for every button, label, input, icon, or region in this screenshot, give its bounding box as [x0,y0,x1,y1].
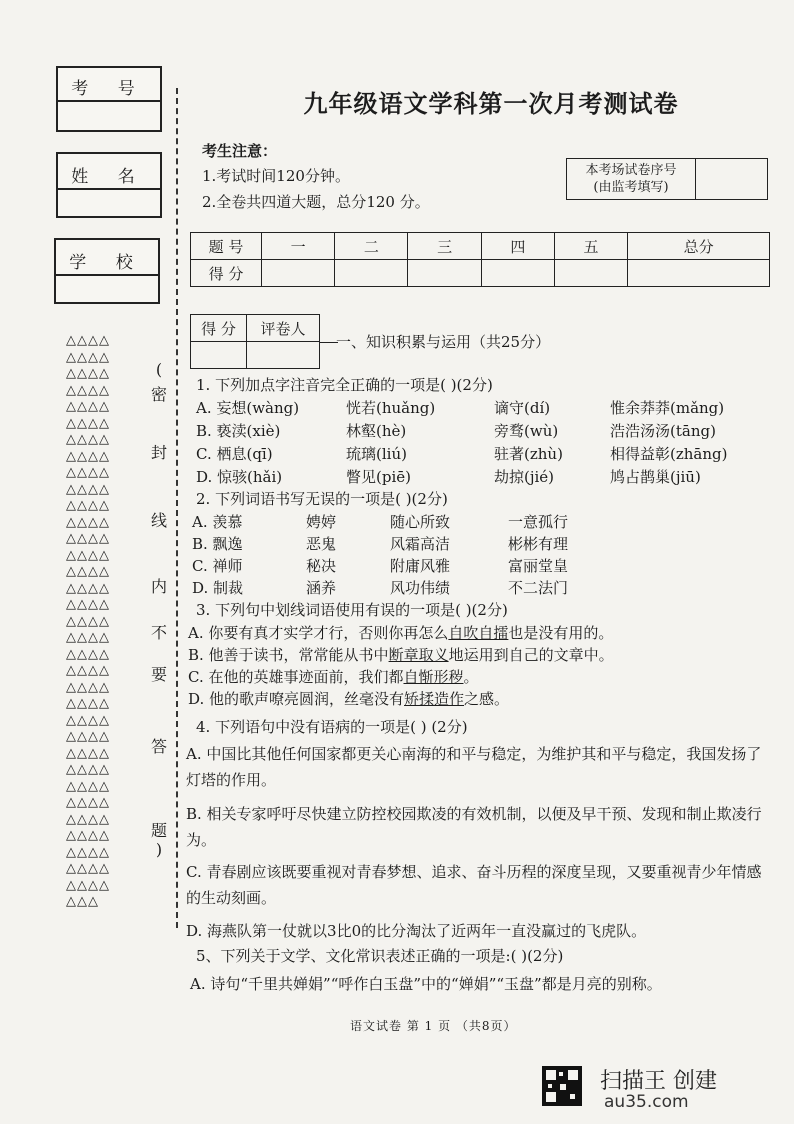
q2-a1[interactable]: A. 羡慕 [192,513,243,531]
seal-char: 内 [149,574,169,597]
exam-title: 九年级语文学科第一次月考测试卷 [303,89,679,118]
q3-c-underlined: 自惭形秽 [403,668,464,686]
exam-number-label: 考 号 [71,79,147,99]
q4-option-b[interactable]: B. 相关专家呼吁尽快建立防控校园欺凌的有效机制，以便及早干预、发现和制止欺凌行为。 [186,805,762,849]
q3-a-underlined: 自吹自擂 [448,624,509,642]
score-table-header-cell: 五 [554,233,627,260]
q1-b3[interactable]: 旁骛(wù) [494,422,559,440]
q1-d3[interactable]: 劫掠(jié) [494,468,555,486]
q1-a4[interactable]: 惟余莽莽(mǎng) [610,399,725,417]
q1-b2[interactable]: 林壑(hè) [346,422,407,440]
seal-dashed-line [176,88,178,928]
exam-serial-box [566,158,768,200]
grader-score-label: 得 分 [191,315,247,342]
q3-b-text-end: 地运用到自己的文章中。 [448,646,614,664]
q4-option-d[interactable]: D. 海燕队第一仗就以3比0的比分淘汰了近两年一直没赢过的飞虎队。 [186,922,647,940]
q1-d4[interactable]: 鸠占鹊巢(jiū) [610,468,701,486]
notice-item-2: 2.全卷共四道大题，总分120 分。 [202,193,430,211]
score-cell[interactable] [408,260,481,287]
q2-c1[interactable]: C. 禅师 [192,557,243,575]
grader-label: 评卷人 [247,315,320,342]
score-cell[interactable] [628,260,770,287]
score-cell[interactable] [481,260,554,287]
q1-c3[interactable]: 驻著(zhù) [494,445,563,463]
serial-sublabel: (由监考填写) [593,180,669,195]
q2-b4[interactable]: 彬彬有理 [508,535,569,553]
score-table-header-cell: 一 [262,233,335,260]
q3-option-b[interactable] [188,644,614,665]
q3-option-c[interactable] [188,666,479,687]
q2-b2[interactable]: 恶鬼 [306,535,337,553]
q1-stem: 1. 下列加点字注音完全正确的一项是( )(2分) [196,376,493,394]
q2-a2[interactable]: 娉婷 [306,513,337,531]
section-1-heading: 一、知识积累与运用（共25分） [336,333,551,351]
q5-option-a[interactable]: A. 诗句“千里共婵娟”“呼作白玉盘”中的“婵娟”“玉盘”都是月亮的别称。 [190,975,662,993]
score-table-header-cell: 题 号 [191,233,262,260]
q2-stem: 2. 下列词语书写无误的一项是( )(2分) [196,490,448,508]
score-cell[interactable] [335,260,408,287]
school-box[interactable] [54,238,160,304]
q3-d-underlined: 矫揉造作 [404,690,465,708]
q1-a1[interactable]: A. 妄想(wàng) [196,399,300,417]
grader-score-cell[interactable] [191,342,247,369]
score-table [190,232,770,287]
seal-char: 要 [149,662,169,685]
q3-option-a[interactable] [188,622,613,643]
score-cell[interactable] [262,260,335,287]
q2-d2[interactable]: 涵养 [306,579,337,597]
score-table-header-cell: 总分 [628,233,770,260]
q1-b1[interactable]: B. 亵渎(xiè) [196,422,281,440]
q3-c-text-end: 。 [463,668,479,686]
q4-stem: 4. 下列语句中没有语病的一项是( ) (2分) [196,718,468,736]
seal-char: ( [149,360,169,379]
q3-c-text: C. 在他的英雄事迹面前，我们都 [188,668,404,686]
score-table-header-row [191,233,770,260]
q2-d3[interactable]: 风功伟绩 [390,579,451,597]
seal-char: 密 [149,382,169,405]
q3-stem: 3. 下列句中划线词语使用有误的一项是( )(2分) [196,601,508,619]
q1-c1[interactable]: C. 栖息(qī) [196,445,273,463]
seal-triangle-column: △△△△ △△△△ △△△△ △△△△ △△△△ △△△△ △△△△ △△△△ △△△△ △△△△ △△△△ △△△△ △△△△ △△△△ △△△△ △△△△ △△△△ △△△△ △△△△ △△△△ △△△△ △△△△ △△△△ △△△△ △△△△ △△△△ △△△△ △△△△ △△△△ △△△△ △△△△ △△△△ △△△△ △△△△ △△△ [66,333,110,909]
q1-c4[interactable]: 相得益彰(zhāng) [610,445,728,463]
q1-c2[interactable]: 琉璃(liú) [346,445,407,463]
q1-a2[interactable]: 恍若(huǎng) [346,399,436,417]
score-table-header-cell: 二 [335,233,408,260]
qr-code-icon [542,1066,582,1106]
seal-char: 线 [149,508,169,531]
q2-d4[interactable]: 不二法门 [508,579,569,597]
q2-c2[interactable]: 秘决 [306,557,337,575]
seal-char: 封 [149,440,169,463]
q3-b-underlined: 断章取义 [388,646,449,664]
name-label: 姓 名 [71,167,147,187]
scanner-site: au35.com [604,1092,689,1112]
school-label: 学 校 [69,253,145,273]
scanner-brand: 扫描王 创建 [600,1069,717,1094]
serial-input-cell[interactable] [696,159,767,199]
q1-a3[interactable]: 谪守(dí) [494,399,551,417]
name-box[interactable] [56,152,162,218]
notice-title: 考生注意： [202,142,278,160]
seal-char: 不 [149,620,169,643]
score-cell[interactable] [554,260,627,287]
q3-b-text: B. 他善于读书，常常能从书中 [188,646,389,664]
q1-d1[interactable]: D. 惊骇(hǎi) [196,468,283,486]
q2-a4[interactable]: 一意孤行 [508,513,569,531]
q2-b1[interactable]: B. 飘逸 [192,535,243,553]
seal-char: 答 [149,734,169,757]
score-row-label: 得 分 [191,260,262,287]
exam-number-box[interactable] [56,66,162,132]
q2-b3[interactable]: 风霜高洁 [390,535,451,553]
q4-option-a[interactable]: A. 中国比其他任何国家都更关心南海的和平与稳定，为维护其和平与稳定，我国发扬了灯塔的作用。 [186,745,762,789]
q3-a-text-end: 也是没有用的。 [508,624,614,642]
q3-option-d[interactable] [188,688,509,709]
q2-a3[interactable]: 随心所致 [390,513,451,531]
score-table-header-cell: 四 [481,233,554,260]
q2-c4[interactable]: 富丽堂皇 [508,557,569,575]
page-footer: 语文试卷 第 1 页 （共8页） [350,1019,517,1033]
notice-item-1: 1.考试时间120分钟。 [202,167,350,185]
q2-c3[interactable]: 附庸风雅 [390,557,451,575]
seal-char: 题 [149,818,169,841]
seal-char: ) [149,840,169,859]
q1-d2[interactable]: 瞥见(piē) [346,468,411,486]
q4-option-c[interactable]: C. 青春剧应该既要重视对青春梦想、追求、奋斗历程的深度呈现，又要重视青少年情感的生动刻画。 [186,863,762,907]
q5-stem: 5、下列关于文学、文化常识表述正确的一项是:( )(2分) [196,947,564,965]
grader-table [190,314,320,369]
q3-d-text-end: 之感。 [464,690,510,708]
score-table-header-cell: 三 [408,233,481,260]
q3-d-text: D. 他的歌声嘹亮圆润，丝毫没有 [188,690,405,708]
q1-b4[interactable]: 浩浩汤汤(tāng) [610,422,716,440]
serial-label: 本考场试卷序号 [585,163,677,178]
q3-a-text: A. 你要有真才实学才行，否则你再怎么 [188,624,449,642]
q2-d1[interactable]: D. 制裁 [192,579,244,597]
score-table-score-row [191,260,770,287]
grader-name-cell[interactable] [247,342,320,369]
